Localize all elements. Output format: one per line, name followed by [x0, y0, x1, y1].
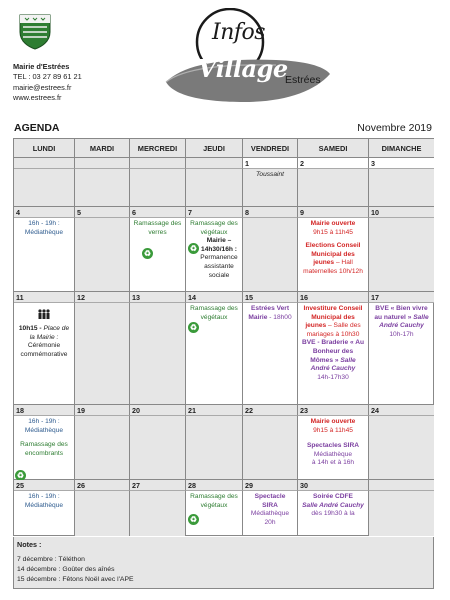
- event-line: mariages à 10h30: [306, 330, 360, 338]
- event-line: SIRA: [262, 501, 278, 509]
- day-number: 20: [130, 405, 186, 416]
- event-line: 14h-17h30: [317, 373, 349, 381]
- event-line: encombrants: [24, 449, 64, 457]
- day-number: 25: [14, 480, 75, 491]
- day-cell: [298, 491, 369, 536]
- event-mairie-ouverte: [298, 218, 368, 237]
- event-line: 14h30/16h :: [201, 245, 237, 253]
- day-number: 28: [186, 480, 243, 491]
- event-braderie: [298, 339, 368, 382]
- event-line: Mairie ouverte: [310, 220, 356, 227]
- event-line: Ramassage des: [133, 220, 182, 227]
- event-line: sociale: [208, 271, 230, 279]
- event-line: BVE - Braderie « Au: [301, 339, 365, 347]
- day-header-samedi: SAMEDI: [298, 139, 369, 158]
- day-cell: [369, 416, 434, 480]
- event-line: Place de la Mairie :: [29, 325, 70, 341]
- day-cell: [243, 491, 298, 536]
- day-cell: [243, 218, 298, 292]
- event-line: Salle André Cauchy: [302, 501, 364, 509]
- event-line: Médiathèque: [24, 501, 64, 509]
- event-mairie-ouverte: [298, 416, 368, 435]
- day-number: [130, 158, 186, 169]
- event-line: Médiathèque: [24, 426, 64, 434]
- day-number: 16: [298, 292, 369, 303]
- event-line: Ramassage des: [190, 305, 238, 312]
- day-cell: [243, 303, 298, 405]
- event-line: - 18h00: [269, 313, 292, 321]
- recycle-icon: ♻: [16, 471, 25, 480]
- day-cell: [75, 491, 130, 536]
- day-number: 21: [186, 405, 243, 416]
- day-number: 7: [186, 207, 243, 218]
- event-ramassage-encombrants: [14, 435, 74, 458]
- event-line: Estrées Vert: [250, 305, 290, 312]
- event-line: Bonheur des: [312, 347, 354, 355]
- recycle-icon: ♻: [143, 249, 152, 259]
- day-cell: [130, 303, 186, 405]
- day-cell: [243, 416, 298, 480]
- day-number: [369, 480, 434, 491]
- people-icon: [37, 309, 51, 319]
- event-line: André Cauchy: [310, 365, 356, 373]
- day-number: 11: [14, 292, 75, 303]
- event-line: végétaux: [200, 313, 228, 321]
- event-line: Spectacle: [254, 493, 286, 500]
- day-number: 22: [243, 405, 298, 416]
- day-cell: [14, 416, 75, 480]
- event-line: André Cauchy: [379, 322, 424, 330]
- day-header-dimanche: DIMANCHE: [369, 139, 434, 158]
- day-number: [14, 158, 75, 169]
- day-number: [186, 158, 243, 169]
- event-line: à 14h et à 16h: [311, 459, 355, 467]
- event-line: Médiathèque: [313, 450, 353, 458]
- day-cell: [369, 491, 434, 536]
- day-cell: [130, 218, 186, 292]
- day-cell: [186, 491, 243, 536]
- event-line: – Hall: [335, 259, 353, 267]
- day-header-mercredi: MERCREDI: [130, 139, 186, 158]
- shield-icon: [19, 14, 51, 50]
- day-cell: [14, 169, 75, 207]
- event-spectacles-sira: [298, 435, 368, 468]
- day-number: 8: [243, 207, 298, 218]
- day-number: 2: [298, 158, 369, 169]
- event-line: verres: [148, 228, 167, 236]
- day-number: 30: [298, 480, 369, 491]
- event-line: dès 19h30 à la: [311, 510, 355, 518]
- day-number: 13: [130, 292, 186, 303]
- day-number: 14: [186, 292, 243, 303]
- day-cell: [186, 169, 243, 207]
- day-number: 17: [369, 292, 434, 303]
- event-line: Cérémonie: [27, 342, 61, 350]
- day-cell: [298, 169, 369, 207]
- event-line: Salle: [340, 356, 356, 364]
- header: [0, 0, 450, 118]
- event-line: végétaux: [200, 501, 228, 509]
- day-number: 24: [369, 405, 434, 416]
- event-mediatheque: [14, 218, 74, 237]
- event-line: 16h - 19h :: [28, 493, 60, 500]
- day-number: 23: [298, 405, 369, 416]
- day-number: 12: [75, 292, 130, 303]
- day-cell: [14, 491, 75, 536]
- event-line: commémorative: [20, 350, 68, 358]
- event-line: 10h-17h: [389, 330, 414, 338]
- mairie-tel: TEL : 03 27 89 61 21: [13, 72, 82, 82]
- mairie-info: [13, 62, 82, 104]
- day-number: 4: [14, 207, 75, 218]
- event-ramassage-verres: [130, 218, 185, 237]
- day-number: 10: [369, 207, 434, 218]
- day-cell: [243, 169, 298, 207]
- recycle-icon: ♻: [189, 515, 198, 524]
- event-line: jeunes: [313, 259, 335, 267]
- mairie-name: Mairie d'Estrées: [13, 62, 70, 71]
- day-number: [75, 158, 130, 169]
- event-line: Médiathèque: [250, 510, 290, 518]
- event-line: Mairie: [248, 313, 268, 321]
- day-number: 18: [14, 405, 75, 416]
- day-cell: [186, 416, 243, 480]
- day-number: 27: [130, 480, 186, 491]
- event-line: Mairie ouverte: [310, 418, 356, 425]
- event-line: Municipal des: [311, 250, 355, 258]
- event-line: Ramassage des: [190, 493, 238, 500]
- day-number: 9: [298, 207, 369, 218]
- day-header-jeudi: JEUDI: [186, 139, 243, 158]
- day-number: 5: [75, 207, 130, 218]
- day-cell: [186, 303, 243, 405]
- day-number: 6: [130, 207, 186, 218]
- event-line: 10h15 -: [18, 325, 42, 332]
- event-mediatheque: [14, 491, 74, 510]
- recycle-icon: ♻: [189, 244, 198, 253]
- event-line: 20h: [264, 518, 276, 526]
- event-line: – Salle des: [328, 322, 361, 330]
- day-number: 15: [243, 292, 298, 303]
- event-ramassage-vegetaux: [186, 218, 242, 237]
- event-line: Spectacles SIRA: [306, 442, 360, 450]
- event-line: 9h15 à 11h45: [313, 426, 353, 434]
- day-header-mardi: MARDI: [75, 139, 130, 158]
- note-item: 14 décembre : Goûter des aînés: [17, 566, 115, 573]
- day-cell: [14, 303, 75, 405]
- event-line: Permanence: [200, 254, 238, 262]
- event-line: Salle: [413, 313, 429, 321]
- event-line: Investiture Conseil: [303, 305, 363, 312]
- mairie-web[interactable]: www.estrees.fr: [13, 93, 62, 103]
- event-soiree-cdfe: [298, 491, 368, 519]
- calendar-grid: [13, 138, 434, 536]
- notes-title: Notes :: [17, 540, 42, 549]
- day-cell: [369, 218, 434, 292]
- month-title: Novembre 2019: [357, 122, 432, 134]
- event-line: Municipal des: [311, 313, 355, 321]
- logo-infos-text: Infos: [212, 20, 266, 45]
- day-cell: [298, 303, 369, 405]
- event-line: Médiathèque: [24, 228, 64, 236]
- event-elections: [298, 237, 368, 276]
- event-line: Mômes »: [310, 356, 339, 364]
- day-cell: [130, 169, 186, 207]
- event-line: assistante: [204, 262, 234, 270]
- mairie-email[interactable]: mairie@estrees.fr: [13, 82, 72, 92]
- event-line: BVE « Bien vivre: [375, 305, 428, 312]
- event-ceremonie: [14, 324, 74, 359]
- event-line: Soirée CDFE: [313, 493, 353, 500]
- day-cell: [130, 491, 186, 536]
- day-cell: [369, 169, 434, 207]
- day-header-lundi: LUNDI: [14, 139, 75, 158]
- event-line: Mairie –: [206, 237, 232, 245]
- event-line: maternelles 10h/12h: [303, 267, 363, 275]
- day-number: 1: [243, 158, 298, 169]
- day-cell: [369, 303, 434, 405]
- logo-village-text: Village: [198, 54, 288, 83]
- event-line: Ramassage des: [20, 441, 68, 449]
- logo-estrees-text: Estrées: [285, 74, 321, 86]
- event-mediatheque: [14, 416, 74, 435]
- event-spectacle-sira: [243, 491, 297, 527]
- notes-box: [13, 537, 434, 589]
- day-cell: [298, 218, 369, 292]
- day-cell: [75, 218, 130, 292]
- event-line: 16h - 19h :: [28, 220, 60, 227]
- agenda-title: AGENDA: [14, 122, 60, 134]
- event-ramassage-vegetaux: [186, 491, 242, 510]
- day-cell: [75, 303, 130, 405]
- note-item: 15 décembre : Fêtons Noël avec l'APE: [17, 576, 134, 583]
- event-line: Ramassage des: [190, 220, 238, 227]
- day-cell: [130, 416, 186, 480]
- day-cell: [298, 416, 369, 480]
- day-number: 26: [75, 480, 130, 491]
- event-line: jeunes: [305, 322, 327, 330]
- note-item: 7 décembre : Téléthon: [17, 556, 85, 563]
- day-number: 3: [369, 158, 434, 169]
- day-header-vendredi: VENDREDI: [243, 139, 298, 158]
- day-number: 29: [243, 480, 298, 491]
- event-line: au naturel »: [374, 313, 412, 321]
- day-cell: [75, 169, 130, 207]
- event-line: végétaux: [200, 228, 228, 236]
- day-cell: [14, 218, 75, 292]
- event-investiture: [298, 303, 368, 339]
- day-cell: [186, 218, 243, 292]
- notes-list: [17, 555, 134, 585]
- event-line: 9h15 à 11h45: [313, 228, 353, 236]
- event-toussaint: Toussaint: [256, 171, 284, 178]
- recycle-icon: ♻: [189, 323, 198, 332]
- event-estrees-vert: [243, 303, 297, 322]
- event-line: 16h - 19h :: [28, 418, 60, 425]
- day-number: 19: [75, 405, 130, 416]
- event-line: Elections Conseil: [305, 242, 361, 250]
- event-bve-bien-vivre: [369, 303, 434, 339]
- day-cell: [75, 416, 130, 480]
